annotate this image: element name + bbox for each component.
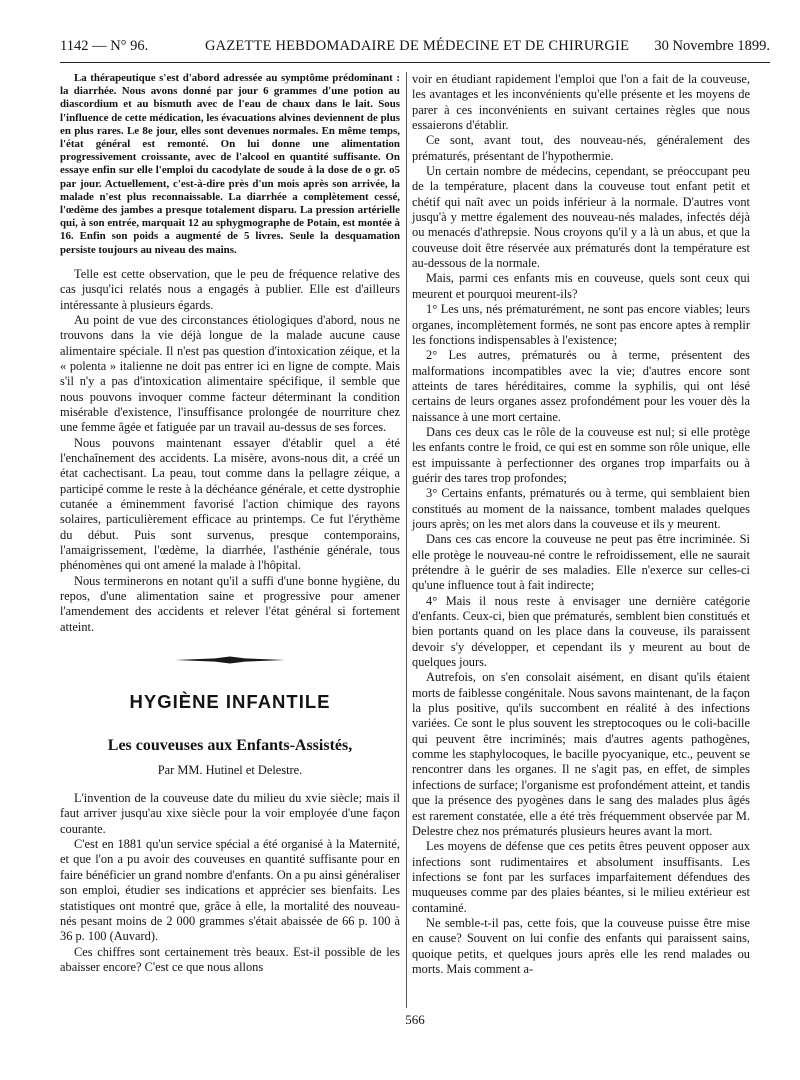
header-date: 30 Novembre 1899. — [654, 38, 770, 54]
article-text — [60, 791, 400, 975]
paragraph: voir en étudiant rapidement l'emploi que l'on a fait de la couveuse, les avantages et les inconvénients qu'elle présente et les moyens de parer à ces inconvénients en suivant certaines règles que nous essaierons d'établir. — [412, 72, 750, 133]
discussion-text — [60, 267, 400, 635]
small-paragraph: La thérapeutique s'est d'abord adressée au symptôme prédominant : la diarrhée. Nous avons donné par jour 6 grammes d'une potion au diascordium et au bismuth avec de l'eau de chaux dans le lait. Sous l'influence de cette médication, les évacuations alvines deviennent de plus en plus rares. Le 8e jour, elles sont devenues normales. En même temps, l'état général est remonté. On lui donne une alimentation progressivement croissante, avec de l'alcool en quantité suffisante. On essaye enfin sur elle l'emploi du cacodylate de soude à la dose de o gr. o5 par jour. Actuellement, c'est-à-dire près d'un mois après son arrivée, la malade n'est plus reconnaissable. La diarrhée a complètement cessé, l'œdème des jambes a presque totalement disparu. La pression artérielle qui, à son entrée, marquait 12 au sphygmographe de Potain, est montée à 16. Enfin son poids a augmenté de 5 livres. Seule la desquamation persiste toujours au niveau des mains. — [60, 72, 400, 256]
paragraph: 2° Les autres, prématurés ou à terme, présentent des malformations incompatibles avec la vie; d'autres encore sont atteints de tares héréditaires, comme la syphilis, qui ont lésé certains de leurs organes assez profondément pour les vouer dès la naissance à une mort certaine. — [412, 348, 750, 424]
left-column — [60, 72, 400, 975]
page-number: 566 — [405, 1012, 425, 1027]
paragraph: Au point de vue des circonstances étiologiques d'abord, nous ne trouvons dans la vie déjà longue de la malade aucune cause alimentaire spéciale. Il n'est pas question d'intoxication zéique, et la « polenta » italienne ne doit pas entrer ici en ligne de compte. Mais s'il n'y a pas d'intoxication alimentaire spécifique, il semble que nous pouvons invoquer comme facteur déterminant la condition misérable d'existence, l'insuffisance prolongée de nourriture chez une femme âgée et fatiguée par un travail au-dessus de ses forces. — [60, 312, 400, 435]
paragraph: Autrefois, on s'en consolait aisément, en disant qu'ils étaient morts de faiblesse congénitale. Nous savons maintenant, de la façon la plus positive, qu'ils succombent en réalité à des infections variées. Ce sont le plus souvent les streptocoques ou le coli-bacille qui peuvent être incriminés; mais d'autres agents pathogènes, comme les staphylocoques, le bacille pyocyanique, etc., peuvent se rencontrer dans les organes. Il ne s'agit pas, en effet, de simples infections de surface; l'organisme est profondément atteint, et tandis que la présence des pyogènes dans le sang des malades plus âgés est rarement constatée, elle a été très fréquemment observée par M. Delestre chez nos prématurés plusieurs heures avant la mort. — [412, 670, 750, 838]
column-divider — [406, 72, 407, 1008]
paragraph: Dans ces cas encore la couveuse ne peut pas être incriminée. Si elle protège le nouveau-né contre le refroidissement, elle ne saurait prétendre à le guérir de ses maladies. Elle n'exerce sur celles-ci qu'une influence tout à fait indirecte; — [412, 532, 750, 593]
paragraph: Telle est cette observation, que le peu de fréquence relative des cas jusqu'ici relatés nous a engagés à publier. Elle est d'ailleurs intéressante à plusieurs égards. — [60, 266, 400, 312]
paragraph: Mais, parmi ces enfants mis en couveuse, quels sont ceux qui meurent et pourquoi meurent-ils? — [412, 271, 750, 301]
paragraph: Nous pouvons maintenant essayer d'établir quel a été l'enchaînement des accidents. La misère, avons-nous dit, a créé un état cachectisant. La peau, tout comme dans la pellagre zéique, a participé comme le reste à la déchéance générale, et cette dystrophie cutanée a éminemment favorisé l'action chimique des rayons solaires, particulièrement efficace au printemps. Ce fut l'érythème du début. Puis sont survenus, presque contemporains, l'amaigrissement, l'œdème, la diarrhée, l'asthénie générale, tous phénomènes qui ont amené la malade à l'hôpital. — [60, 435, 400, 573]
page-header — [60, 38, 770, 62]
right-column — [412, 72, 750, 977]
paragraph: C'est en 1881 qu'un service spécial a été organisé à la Maternité, et que l'on a pu avoir des couveuses en quantité suffisante pour en faire bénéficier un grand nombre d'enfants. On a pu ainsi généraliser son emploi, étudier ses indications et apprécier ses bienfaits. Les statistiques ont montré que, grâce à elle, la mortalité des nouveau-nés pesant moins de 2 000 grammes s'était abaissée de 66 p. 100 à 36 p. 100 (Auvard). — [60, 837, 400, 944]
header-rule — [60, 62, 770, 63]
paragraph: Les moyens de défense que ces petits êtres peuvent opposer aux infections sont rudimentaires et absolument insuffisants. Les infections se font par les surfaces imparfaitement défendues des muqueuses comme par des plaies béantes, si le milieu extérieur est contaminé. — [412, 839, 750, 915]
ornament-rule-icon — [175, 656, 285, 664]
paragraph: 1° Les uns, nés prématurément, ne sont pas encore viables; leurs organes, incomplètement formés, ne sont pas encore aptes à remplir les fonctions indispensables à l'existence; — [412, 302, 750, 347]
header-issue-number: 1142 — N° 96. — [60, 38, 149, 54]
paragraph: Ces chiffres sont certainement très beaux. Est-il possible de les abaisser encore? C'est ce que nous allons — [60, 944, 400, 974]
paragraph: Un certain nombre de médecins, cependant, se préoccupant peu de la température, placent dans la couveuse tout enfant petit et chétif qui naît avec un poids inférieur à la normale. D'autres vont jusqu'à y mettre également des nouveau-nés malades, infectés déjà ou menacés d'athrepsie. Nous croyons qu'il y a là un abus, et que la couveuse doit être réservée aux prématurés dont la température est au-dessous de la normale. — [412, 164, 750, 271]
paragraph: Dans ces deux cas le rôle de la couveuse est nul; si elle protège les enfants contre le froid, ce qui est en somme son rôle unique, elle est impuissante à perfectionner des organes trop imparfaits ou à guérir des tares trop profondes; — [412, 424, 750, 485]
paragraph: L'invention de la couveuse date du milieu du xvie siècle; mais il faut arriver jusqu'au xixe siècle pour la voir employée d'une façon courante. — [60, 791, 400, 836]
paragraph: 3° Certains enfants, prématurés ou à terme, qui semblaient bien constitués au moment de la naissance, tombent malades quelques jours après; on les met alors dans la couveuse et ils y meurent. — [412, 486, 750, 531]
paragraph: Ce sont, avant tout, des nouveau-nés, généralement des prématurés, présentant de l'hypothermie. — [412, 133, 750, 163]
paragraph: 4° Mais il nous reste à envisager une dernière catégorie d'enfants. Ceux-ci, bien que prématurés, semblent bien constitués et bien portants quand on les place dans la couveuse, ils paraissent devoir s'y développer, et cependant ils y meurent au bout de quelques jours. — [412, 593, 750, 670]
section-title: HYGIÈNE INFANTILE — [129, 691, 331, 713]
paragraph: Ne semble-t-il pas, cette fois, que la couveuse puisse être mise en cause? Souvent on lui confie des enfants qui paraissent sains, quoique petits, et quelques jours après elle les rend malades ou morts. Mais comment a- — [412, 915, 750, 976]
ornament-divider — [60, 651, 400, 669]
observation-notes — [60, 72, 400, 257]
article-title: Les couveuses aux Enfants-Assistés, — [107, 737, 353, 755]
article-byline: Par MM. Hutinel et Delestre. — [157, 763, 303, 778]
header-journal-title: GAZETTE HEBDOMADAIRE DE MÉDECINE ET DE CHIRURGIE — [205, 38, 630, 54]
paragraph: Nous terminerons en notant qu'il a suffi d'une bonne hygiène, du repos, d'une alimentation saine et progressive pour amener l'amendement des accidents et relever l'état général si fortement atteint. — [60, 573, 400, 634]
